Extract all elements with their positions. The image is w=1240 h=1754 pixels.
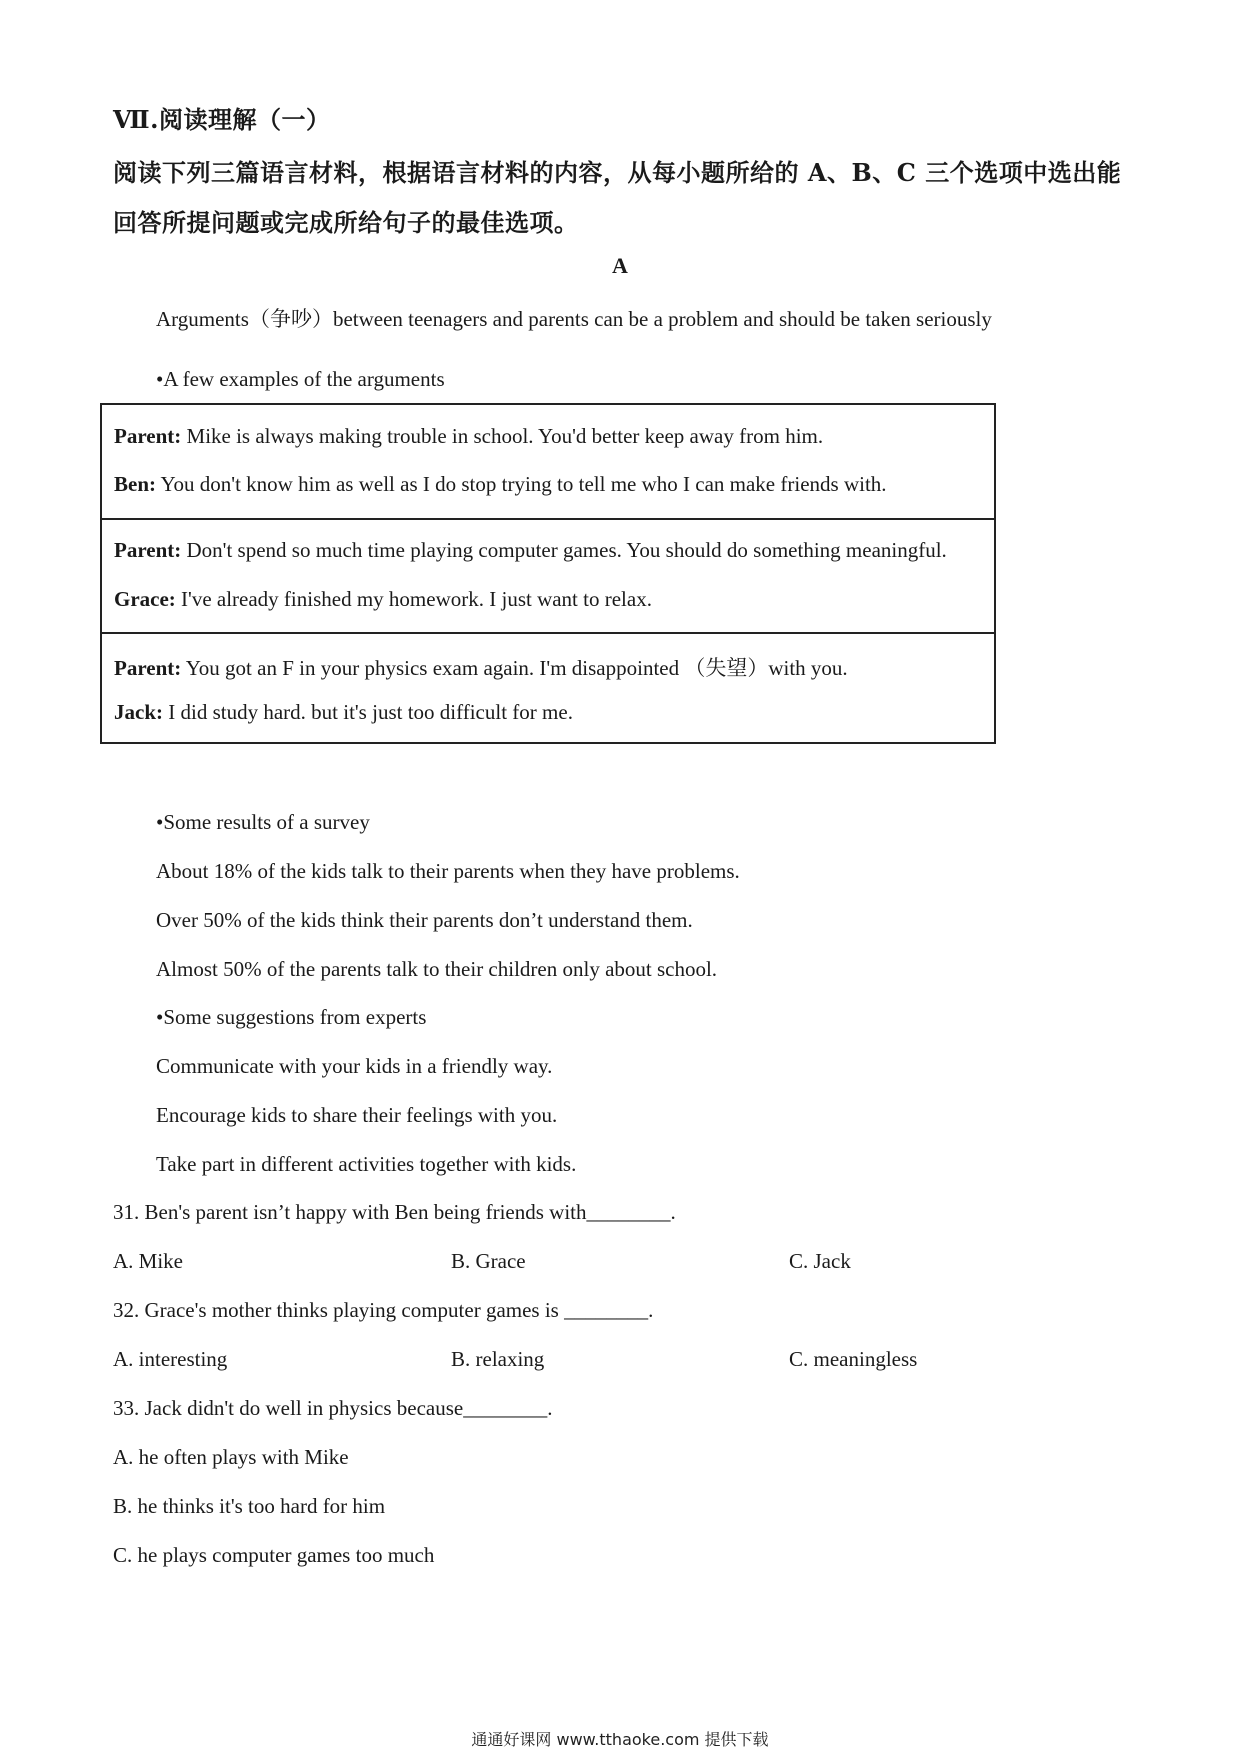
question-31-stem: 31. Ben's parent isn’t happy with Ben being friends with________. — [113, 1200, 676, 1224]
dialog-group-jack — [102, 632, 994, 744]
section-heading: Ⅶ.阅读理解（一） — [113, 105, 331, 134]
dialog-text: I did study hard. but it's just too difficult for me. — [163, 700, 573, 724]
dialog-text: You don't know him as well as I do stop trying to tell me who I can make friends with. — [156, 472, 887, 496]
passage-label: A — [612, 253, 628, 278]
question-31-option-a: A. Mike — [113, 1249, 183, 1273]
dialog-text: Don't spend so much time playing computer games. You should do something meaningful. — [181, 538, 947, 562]
speaker-label: Parent: — [114, 656, 182, 680]
dialog-line — [114, 538, 947, 563]
survey-item: Over 50% of the kids think their parents don’t understand them. — [156, 908, 693, 932]
suggestion-item: Encourage kids to share their feelings with you. — [156, 1103, 558, 1127]
dialog-group-grace — [102, 518, 994, 633]
speaker-label: Ben: — [114, 472, 156, 496]
dialog-line — [114, 472, 887, 497]
question-33-option-c: C. he plays computer games too much — [113, 1543, 435, 1567]
question-33-option-b: B. he thinks it's too hard for him — [113, 1494, 386, 1518]
speaker-label: Parent: — [114, 424, 182, 448]
question-32-option-b: B. relaxing — [451, 1347, 545, 1371]
dialog-line — [114, 587, 652, 612]
dialog-line — [114, 424, 823, 449]
question-31-option-c: C. Jack — [789, 1249, 851, 1273]
question-33-stem: 33. Jack didn't do well in physics because________. — [113, 1396, 553, 1420]
speaker-label: Grace: — [114, 587, 176, 611]
arguments-dialog-box — [100, 403, 996, 744]
suggestion-item: Communicate with your kids in a friendly way. — [156, 1054, 553, 1078]
dialog-text: You got an F in your physics exam again. I'm disappointed （失望）with you. — [181, 656, 848, 680]
suggestions-heading: •Some suggestions from experts — [156, 1005, 427, 1029]
question-32-option-c: C. meaningless — [789, 1347, 918, 1371]
examples-heading: •A few examples of the arguments — [156, 367, 445, 391]
dialog-line — [114, 700, 573, 725]
survey-heading: •Some results of a survey — [156, 810, 370, 834]
suggestion-item: Take part in different activities together with kids. — [156, 1152, 577, 1176]
footer-watermark: 通通好课网 www.tthaoke.com 提供下载 — [471, 1730, 769, 1749]
question-33-option-a: A. he often plays with Mike — [113, 1445, 349, 1469]
instructions: 阅读下列三篇语言材料，根据语言材料的内容，从每小题所给的 A、B、C 三个选项中选出能回答所提问题或完成所给句子的最佳选项。 — [113, 158, 1122, 237]
survey-item: Almost 50% of the parents talk to their children only about school. — [156, 957, 718, 981]
passage-intro: Arguments（争吵）between teenagers and parents can be a problem and should be taken seriously — [156, 307, 992, 331]
dialog-group-ben — [102, 405, 994, 520]
question-32-stem: 32. Grace's mother thinks playing computer games is ________. — [113, 1298, 654, 1322]
speaker-label: Jack: — [114, 700, 163, 724]
dialog-text: I've already finished my homework. I just want to relax. — [175, 587, 652, 611]
dialog-line — [114, 652, 848, 682]
speaker-label: Parent: — [114, 538, 182, 562]
question-31-option-b: B. Grace — [451, 1249, 526, 1273]
question-32-option-a: A. interesting — [113, 1347, 228, 1371]
dialog-text: Mike is always making trouble in school. You'd better keep away from him. — [181, 424, 824, 448]
survey-item: About 18% of the kids talk to their parents when they have problems. — [156, 859, 740, 883]
